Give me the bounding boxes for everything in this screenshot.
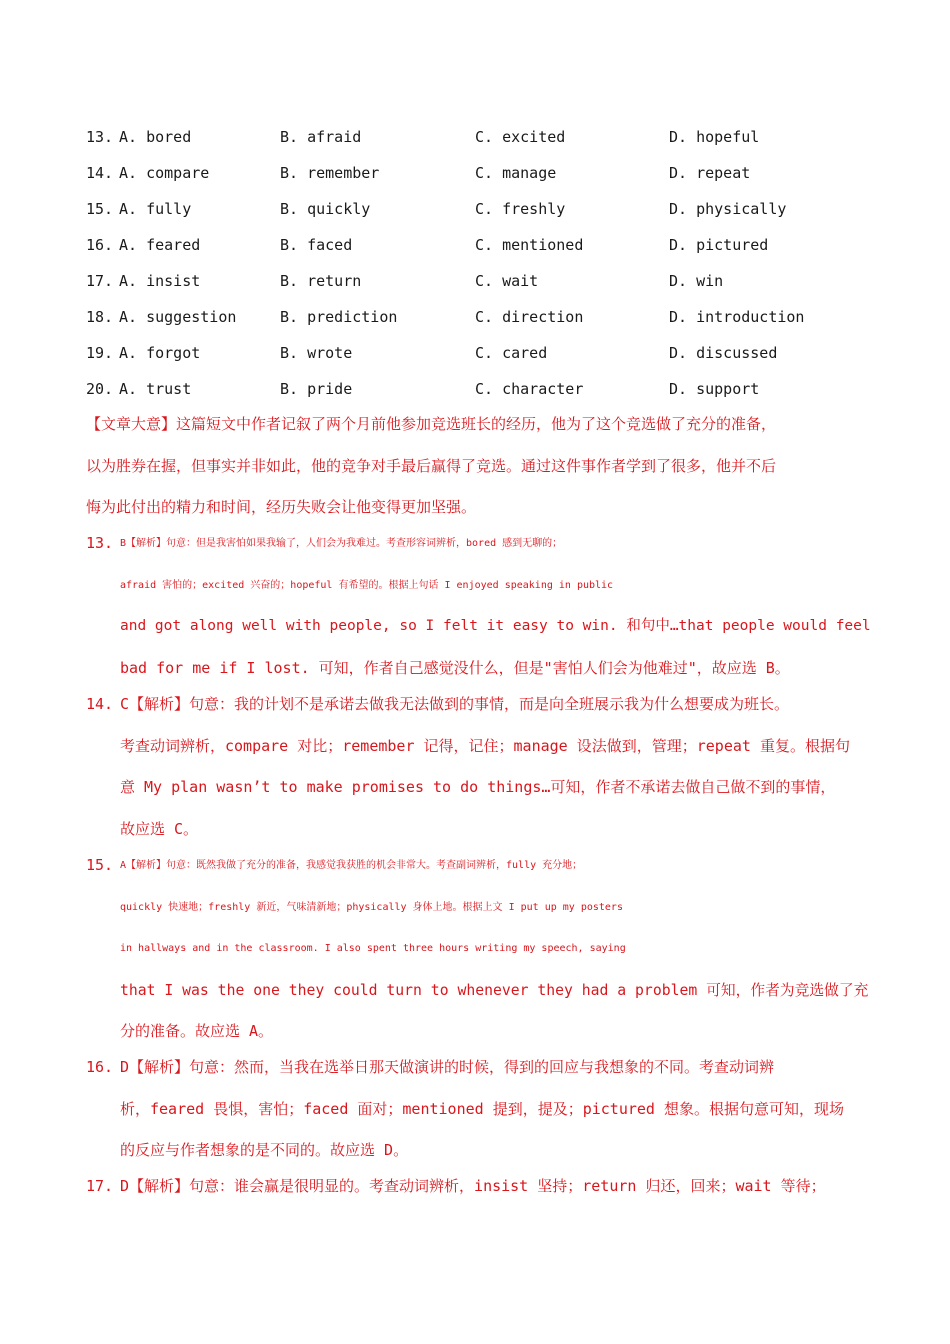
option-b: B. wrote — [280, 344, 353, 362]
option-d: D. discussed — [669, 344, 778, 362]
explanation-17 — [120, 1166, 826, 1208]
explanation-number: 14. — [86, 695, 114, 713]
option-c: C. cared — [475, 344, 548, 362]
question-number: 13. — [86, 128, 114, 146]
question-number: 15. — [86, 200, 114, 218]
explanation-number: 13. — [86, 534, 114, 552]
summary-line: 【文章大意】这篇短文中作者记叙了两个月前他参加竞选班长的经历，他为了这个竞选做了充分的准备， — [86, 415, 777, 433]
option-d: D. pictured — [669, 236, 769, 254]
option-a: A. feared — [119, 236, 201, 254]
explanation-line: B【解析】句意：但是我害怕如果我输了，人们会为我难过。考查形容词辨析，bored 感到无聊的； — [120, 538, 563, 549]
option-a: A. suggestion — [119, 308, 237, 326]
explanation-line: quickly 快速地；freshly 新近，气味清新地；physically 身体上地。根据上文 I put up my posters — [120, 901, 623, 913]
option-b: B. faced — [280, 236, 353, 254]
explanation-line: D【解析】句意：谁会赢是很明显的。考查动词辨析，insist 坚持；return 归还，回来；wait 等待； — [120, 1177, 826, 1195]
explanation-line: 考查动词辨析，compare 对比；remember 记得，记住；manage 设法做到，管理；repeat 重复。根据句 — [120, 736, 850, 755]
explanation-line: 分的准备。故应选 A。 — [120, 1022, 274, 1040]
option-d: D. physically — [669, 200, 787, 218]
option-b: B. return — [280, 272, 362, 290]
option-c: C. excited — [475, 128, 566, 146]
question-number: 16. — [86, 236, 114, 254]
explanation-number: 17. — [86, 1177, 114, 1195]
option-d: D. win — [669, 272, 724, 290]
question-number: 18. — [86, 308, 114, 326]
explanation-line: D【解析】句意：然而，当我在选举日那天做演讲的时候，得到的回应与我想象的不同。考查动词辨 — [120, 1058, 775, 1076]
option-d: D. support — [669, 380, 760, 398]
explanation-number: 16. — [86, 1058, 114, 1076]
question-number: 14. — [86, 164, 114, 182]
explanation-line: bad for me if I lost. 可知，作者自己感觉没什么，但是"害怕人们会为他难过"，故应选 B。 — [120, 658, 790, 677]
explanation-line: in hallways and in the classroom. I also spent three hours writing my speech, saying — [120, 943, 626, 954]
option-a: A. fully — [119, 200, 192, 218]
explanation-line: 意 My plan wasn’t to make promises to do things…可知，作者不承诺去做自己做不到的事情， — [120, 778, 836, 796]
explanation-line: afraid 害怕的；excited 兴奋的；hopeful 有希望的。根据上句话 I enjoyed speaking in public — [120, 579, 614, 591]
summary-line: 以为胜券在握，但事实并非如此，他的竞争对手最后赢得了竞选。通过这件事作者学到了很多，他并不后 — [86, 456, 777, 475]
question-number: 17. — [86, 272, 114, 290]
summary-paragraph — [86, 404, 776, 529]
explanation-line: 故应选 C。 — [120, 819, 199, 838]
explanation-13 — [120, 523, 871, 689]
explanation-14 — [120, 684, 850, 850]
option-c: C. direction — [475, 308, 584, 326]
explanation-line: 的反应与作者想象的是不同的。故应选 D。 — [120, 1141, 409, 1159]
option-d: D. hopeful — [669, 128, 760, 146]
option-c: C. freshly — [475, 200, 566, 218]
option-b: B. prediction — [280, 308, 398, 326]
option-c: C. wait — [475, 272, 539, 290]
explanation-15 — [120, 845, 868, 1053]
summary-line: 悔为此付出的精力和时间，经历失败会让他变得更加坚强。 — [86, 498, 477, 516]
option-b: B. quickly — [280, 200, 371, 218]
option-b: B. afraid — [280, 128, 362, 146]
option-d: D. introduction — [669, 308, 805, 326]
option-b: B. pride — [280, 380, 353, 398]
explanation-number: 15. — [86, 856, 114, 874]
option-a: A. forgot — [119, 344, 201, 362]
option-d: D. repeat — [669, 164, 751, 182]
explanation-16 — [120, 1047, 844, 1172]
question-number: 20. — [86, 380, 114, 398]
option-a: A. bored — [119, 128, 192, 146]
explanation-line: A【解析】句意：既然我做了充分的准备，我感觉我获胜的机会非常大。考查副词辨析，fully 充分地； — [120, 860, 583, 871]
option-b: B. remember — [280, 164, 380, 182]
explanation-line: 析，feared 畏惧，害怕；faced 面对；mentioned 提到，提及；pictured 想象。根据句意可知，现场 — [120, 1099, 844, 1118]
explanation-line: and got along well with people, so I felt it easy to win. 和句中…that people would feel — [120, 618, 871, 634]
option-c: C. manage — [475, 164, 557, 182]
option-a: A. trust — [119, 380, 192, 398]
option-a: A. insist — [119, 272, 201, 290]
option-c: C. mentioned — [475, 236, 584, 254]
explanation-line: that I was the one they could turn to whenever they had a problem 可知，作者为竞选做了充 — [120, 981, 869, 999]
option-a: A. compare — [119, 164, 210, 182]
explanation-line: C【解析】句意：我的计划不是承诺去做我无法做到的事情，而是向全班展示我为什么想要成为班长。 — [120, 695, 790, 713]
option-c: C. character — [475, 380, 584, 398]
question-number: 19. — [86, 344, 114, 362]
